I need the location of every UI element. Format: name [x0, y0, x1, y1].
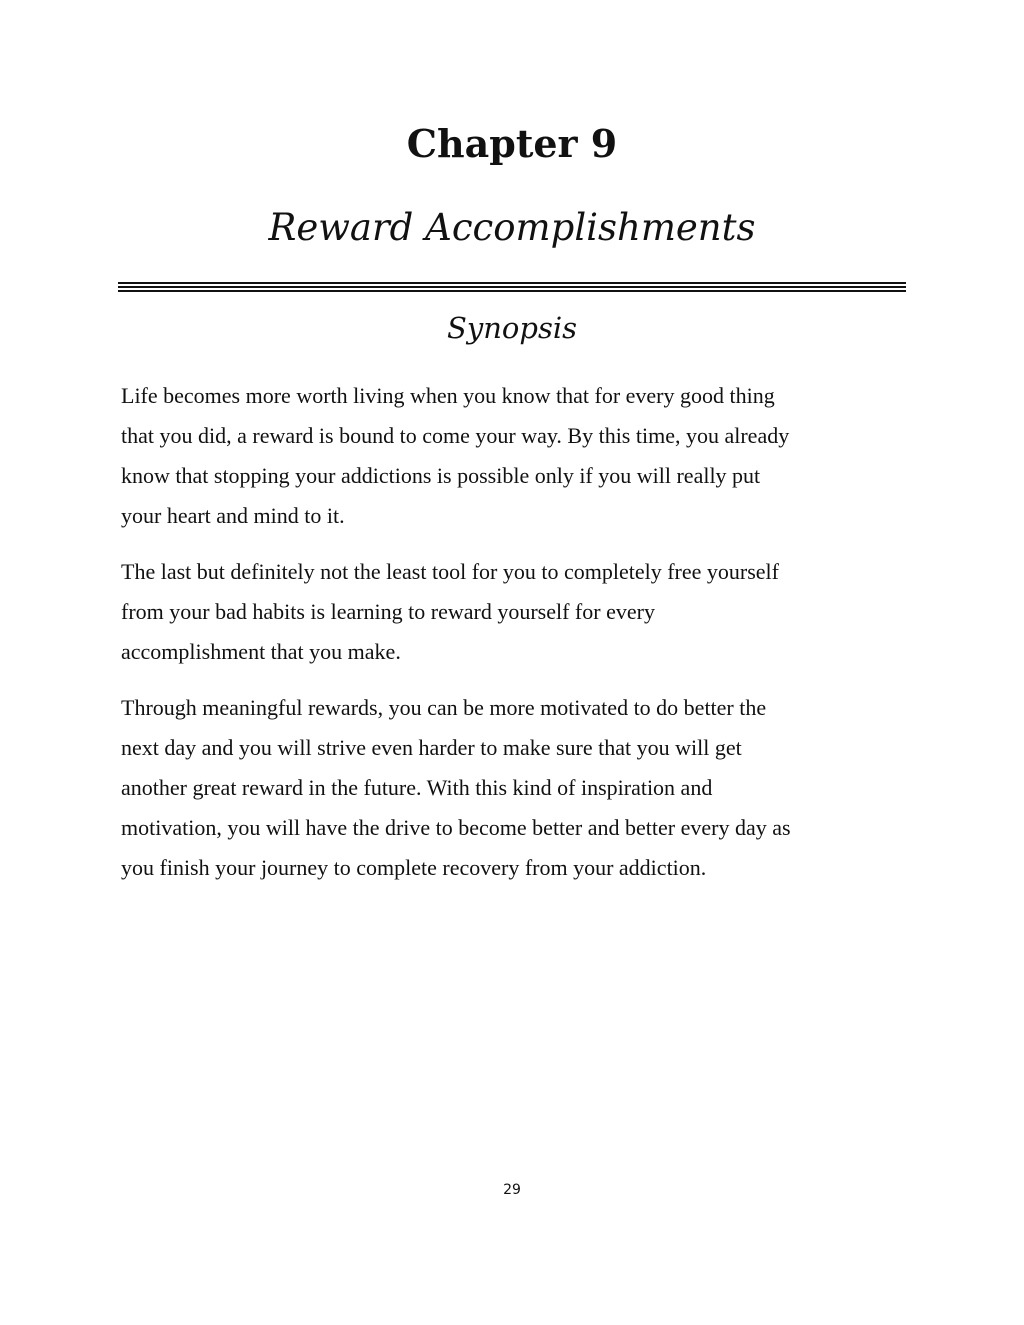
page-number: 29 — [503, 1182, 521, 1198]
paragraph-3 — [121, 688, 911, 888]
divider-line-middle — [118, 286, 906, 288]
paragraph-line: your heart and mind to it. — [121, 503, 345, 528]
paragraph-line: that you did, a reward is bound to come your way. By this time, you already — [121, 423, 790, 448]
paragraph-line: motivation, you will have the drive to become better and better every day as — [121, 815, 791, 840]
divider-line-bottom — [118, 290, 906, 292]
chapter-number: Chapter 9 — [406, 121, 618, 166]
paragraph-line: Through meaningful rewards, you can be more motivated to do better the — [121, 695, 767, 720]
body-text — [121, 376, 911, 904]
chapter-title: Reward Accomplishments — [268, 206, 756, 249]
paragraph-line: you finish your journey to complete recovery from your addiction. — [121, 855, 707, 880]
paragraph-line: next day and you will strive even harder to make sure that you will get — [121, 735, 742, 760]
paragraph-line: The last but definitely not the least tool for you to completely free yourself — [121, 559, 779, 584]
divider-line-top — [118, 282, 906, 284]
paragraph-line: from your bad habits is learning to reward yourself for every — [121, 599, 655, 624]
paragraph-1 — [121, 376, 911, 536]
paragraph-line: another great reward in the future. With this kind of inspiration and — [121, 775, 713, 800]
paragraph-line: know that stopping your addictions is possible only if you will really put — [121, 463, 761, 488]
paragraph-2 — [121, 552, 911, 672]
paragraph-line: accomplishment that you make. — [121, 639, 401, 664]
section-heading: Synopsis — [447, 311, 577, 345]
paragraph-line: Life becomes more worth living when you know that for every good thing — [121, 383, 775, 408]
